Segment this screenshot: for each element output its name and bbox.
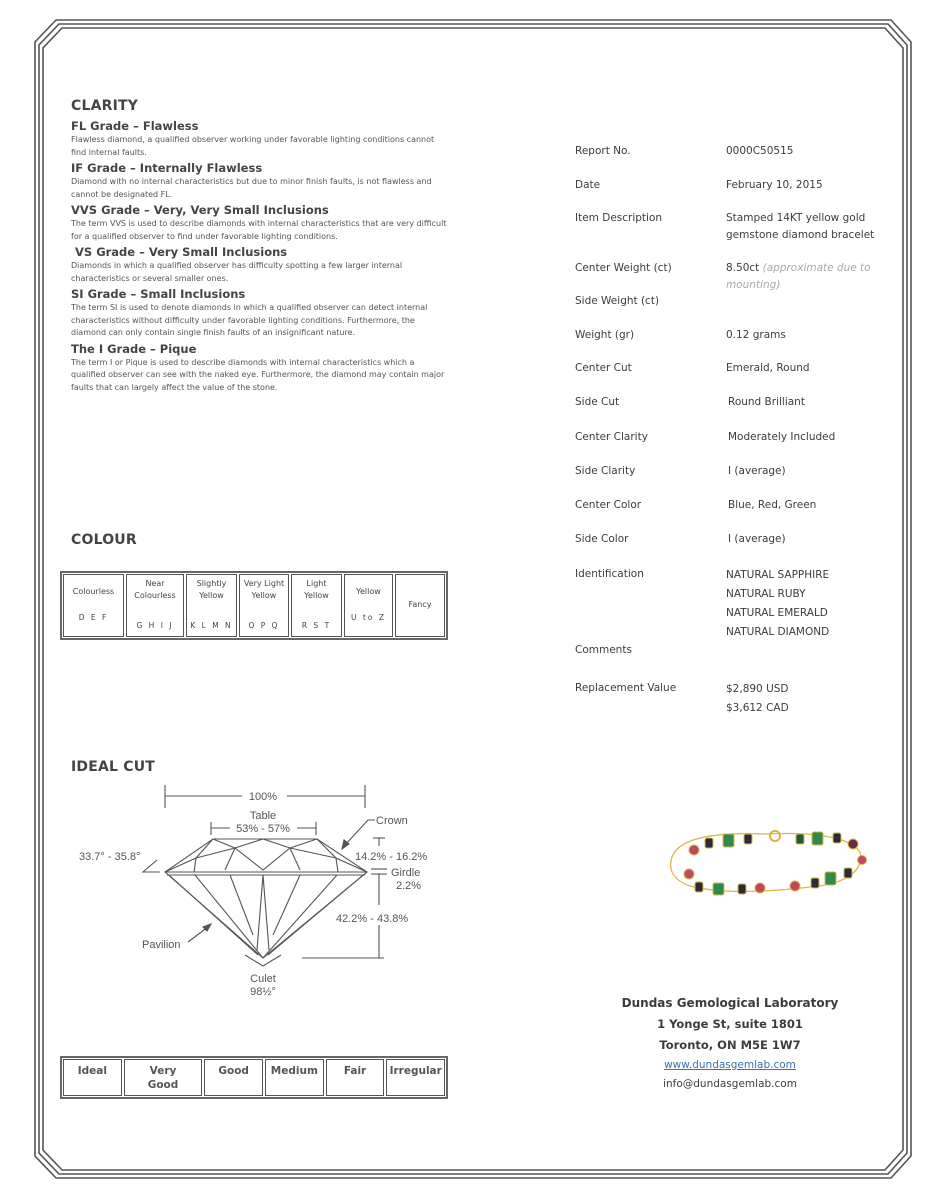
clarity-grade-heading: IF Grade – Internally Flawless: [71, 161, 263, 175]
diagram-crown-label: Crown: [376, 815, 408, 827]
clarity-grade-heading: FL Grade – Flawless: [71, 119, 199, 133]
center-weight-value: 8.50ct: [726, 262, 760, 274]
clarity-grade-text: Diamond with no internal characteristics but due to minor finish faults, is not flawless and cannot be designated FL.: [71, 177, 432, 199]
report-label: Identification: [575, 568, 644, 580]
report-value: Blue, Red, Green: [728, 499, 817, 511]
diagram-pavilion-depth: 42.2% - 43.8%: [336, 913, 409, 925]
clarity-grade-heading: VVS Grade – Very, Very Small Inclusions: [71, 203, 329, 217]
clarity-grade-heading: SI Grade – Small Inclusions: [71, 287, 246, 301]
cut-grade-cell: Good: [204, 1059, 263, 1096]
diagram-total-width: 100%: [248, 791, 278, 803]
diagram-table-range: 53% - 57%: [236, 823, 290, 835]
diagram-table-label: Table: [249, 810, 277, 822]
clarity-grade-heading: VS Grade – Very Small Inclusions: [71, 245, 288, 259]
ideal-cut-title: IDEAL CUT: [71, 759, 156, 775]
cut-grade-cell: Medium: [265, 1059, 324, 1096]
report-value: I (average): [728, 533, 786, 545]
report-label: Replacement Value: [575, 682, 677, 694]
clarity-title: CLARITY: [71, 98, 139, 114]
report-label: Center Weight (ct): [575, 262, 672, 274]
report-label: Side Clarity: [575, 465, 636, 477]
cut-grade-cell: Ideal: [63, 1059, 122, 1096]
colour-grades: U to Z: [351, 613, 386, 622]
clarity-grade-text: The term VVS is used to describe diamonds with internal characteristics that are very difficult for a qualified observer to find under favorable lighting conditions.: [71, 219, 447, 241]
diagram-girdle-label: Girdle: [391, 867, 421, 879]
identification-item: NATURAL RUBY: [726, 588, 806, 600]
clarity-grade-text: Flawless diamond, a qualified observer working under favorable lighting conditions cannot find internal faults.: [71, 135, 435, 157]
report-label: Side Cut: [575, 396, 620, 408]
replacement-value-cad: $3,612 CAD: [726, 702, 789, 714]
colour-grades: R S T: [301, 620, 332, 630]
diagram-culet-label: Culet: [250, 973, 276, 985]
report-value: February 10, 2015: [726, 179, 823, 191]
report-value: Moderately Included: [728, 431, 836, 443]
report-value: Emerald, Round: [726, 362, 810, 374]
colour-name: Fancy: [408, 599, 432, 609]
report-label: Comments: [575, 644, 632, 656]
identification-item: NATURAL SAPPHIRE: [726, 569, 830, 581]
lab-name: Dundas Gemological Laboratory: [621, 996, 839, 1010]
cut-grade-cell: Very Good: [124, 1059, 203, 1096]
replacement-values: [726, 680, 896, 718]
clarity-grade-text: The term I or Pique is used to describe diamonds with internal characteristics which a qualified observer can see with the naked eye. Furthermore, the diamond may contain major faults that can largely affect the value of the stone.: [71, 357, 445, 392]
colour-name: Near Colourless: [134, 579, 176, 600]
colour-grades: D E F: [78, 613, 109, 622]
clarity-grade-text: Diamonds in which a qualified observer has difficulty spotting a few larger internal characteristics or several smaller ones.: [71, 261, 403, 283]
report-label: Center Clarity: [575, 431, 648, 443]
report-value: [726, 260, 891, 294]
lab-address-line2: Toronto, ON M5E 1W7: [659, 1038, 801, 1052]
lab-website-link[interactable]: www.dundasgemlab.com: [664, 1059, 796, 1071]
colour-name: Very Light Yellow: [243, 579, 285, 600]
colour-name: Yellow: [356, 586, 381, 596]
report-label: Item Description: [575, 212, 663, 224]
report-value: 0.12 grams: [726, 329, 786, 341]
lab-email: info@dundasgemlab.com: [663, 1078, 797, 1090]
clarity-grade-text: The term SI is used to denote diamonds in which a qualified observer can detect internal characteristics without difficulty under favorable lighting conditions. Furthermore, the diamond can only contain single finish faults of an insignificant nature.: [71, 303, 428, 337]
colour-name: Light Yellow: [304, 579, 329, 600]
colour-grades: O P Q: [248, 620, 280, 630]
clarity-grade-heading: The I Grade – Pique: [71, 341, 197, 356]
item-photo-bracelet: [660, 822, 870, 902]
report-label: Date: [575, 179, 601, 191]
report-label: Center Cut: [575, 362, 632, 374]
lab-contact-block: [590, 993, 870, 1094]
colour-title: COLOUR: [71, 532, 137, 548]
report-label: Center Color: [575, 499, 642, 511]
lab-address-line1: 1 Yonge St, suite 1801: [657, 1017, 803, 1031]
report-value: Stamped 14KT yellow gold gemstone diamond bracelet: [726, 212, 875, 241]
replacement-value-usd: $2,890 USD: [726, 683, 789, 695]
report-label: Side Color: [575, 533, 629, 545]
cut-grade-table: [60, 1056, 448, 1099]
report-label: Weight (gr): [575, 329, 635, 341]
colour-name: Slightly Yellow: [196, 579, 227, 600]
identification-item: NATURAL EMERALD: [726, 607, 828, 619]
report-value: I (average): [728, 465, 786, 477]
cut-grade-cell: Fair: [326, 1059, 385, 1096]
diagram-culet-angle: 98½°: [250, 986, 276, 998]
report-value: Round Brilliant: [728, 396, 805, 408]
report-value: 0000C50515: [726, 145, 794, 157]
cut-grade-cell: Irregular: [386, 1059, 445, 1096]
center-weight-note: (approximate due to mounting): [726, 262, 871, 291]
colour-name: Colourless: [72, 586, 115, 596]
diagram-pavilion-label: Pavilion: [142, 939, 181, 951]
identification-values: [726, 566, 896, 642]
diagram-crown-angle: 33.7° - 35.8°: [79, 851, 141, 863]
identification-item: NATURAL DIAMOND: [726, 626, 830, 638]
report-label: Report No.: [575, 145, 631, 157]
diagram-crown-height: 14.2% - 16.2%: [355, 851, 428, 863]
colour-grades: G H I J: [136, 620, 174, 630]
diagram-girdle-value: 2.2%: [396, 880, 422, 892]
colour-grades: K L M N: [190, 620, 233, 630]
report-label: Side Weight (ct): [575, 295, 660, 307]
